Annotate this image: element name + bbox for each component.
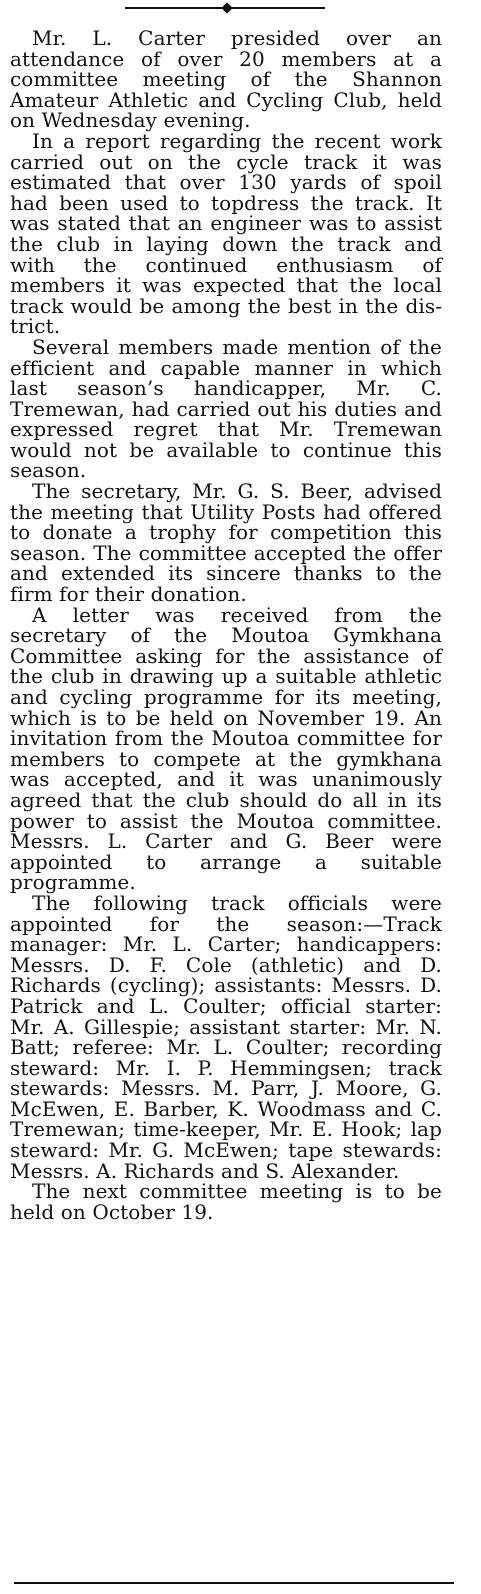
article-body — [10, 28, 442, 1222]
bottom-separator-rule — [14, 1582, 454, 1584]
paragraph-trophy-donation: The secretary, Mr. G. S. Beer, advised the meeting that Utility Posts had offered to donate a trophy for competition this season. The committee accepted the offer and extended its sincere thanks to the firm for their donation. — [10, 479, 442, 607]
separator-diamond-ornament — [221, 2, 232, 13]
paragraph-cycle-track-report: In a report regarding the recent work carried out on the cycle track it was estimated that over 130 yards of spoil had been used to topdress the track. It was stated that an engineer was to assist the club in laying down the track and with the continued enthusiasm of members it was expected that the local track would be among the best in the district. — [10, 128, 442, 339]
paragraph-meeting-intro: Mr. L. Carter presided over an attendance of over 20 members at a committee meeting of the Shannon Amateur Athletic and Cycling Club, held on Wednesday evening. — [10, 26, 442, 133]
paragraph-track-officials: The following track officials were appointed for the season:—Track manager: Mr. L. Carter; handicappers: Messrs. D. F. Cole (athletic) and D. Richards (cycling); assistants: Messrs. D. Patrick and L. Coulter; official starter: Mr. A. Gillespie; assistant starter: Mr. N. Batt; referee: Mr. L. Coulter; recording steward: Mr. I. P. Hemmingsen; track stewards: Messrs. M. Parr, J. Moore, G. McEwen, E. Barber, K. Woodmass and C. Tremewan; time-keeper, Mr. E. Hook; lap steward: Mr. G. McEwen; tape stewards: Messrs. A. Richards and S. Alexander. — [10, 890, 442, 1183]
paragraph-gymkhana-letter: A letter was received from the secretary of the Moutoa Gymkhana Committee asking for the assistance of the club in drawing up a suitable athletic and cycling programme for its meeting, which is to be held on November 19. An invitation from the Moutoa committee for members to compete at the gymkhana was accepted, and it was unanimously agreed that the club should do all in its power to assist the Moutoa committee. Messrs. L. Carter and G. Beer were appointed to arrange a suitable programme. — [10, 602, 442, 895]
paragraph-handicapper-thanks: Several members made mention of the efficient and capable manner in which last season’s handicapper, Mr. C. Tremewan, had carried out his duties and expressed regret that Mr. Tremewan would not be available to continue this season. — [10, 334, 442, 483]
paragraph-next-meeting: The next committee meeting is to be held on October 19. — [10, 1179, 442, 1224]
